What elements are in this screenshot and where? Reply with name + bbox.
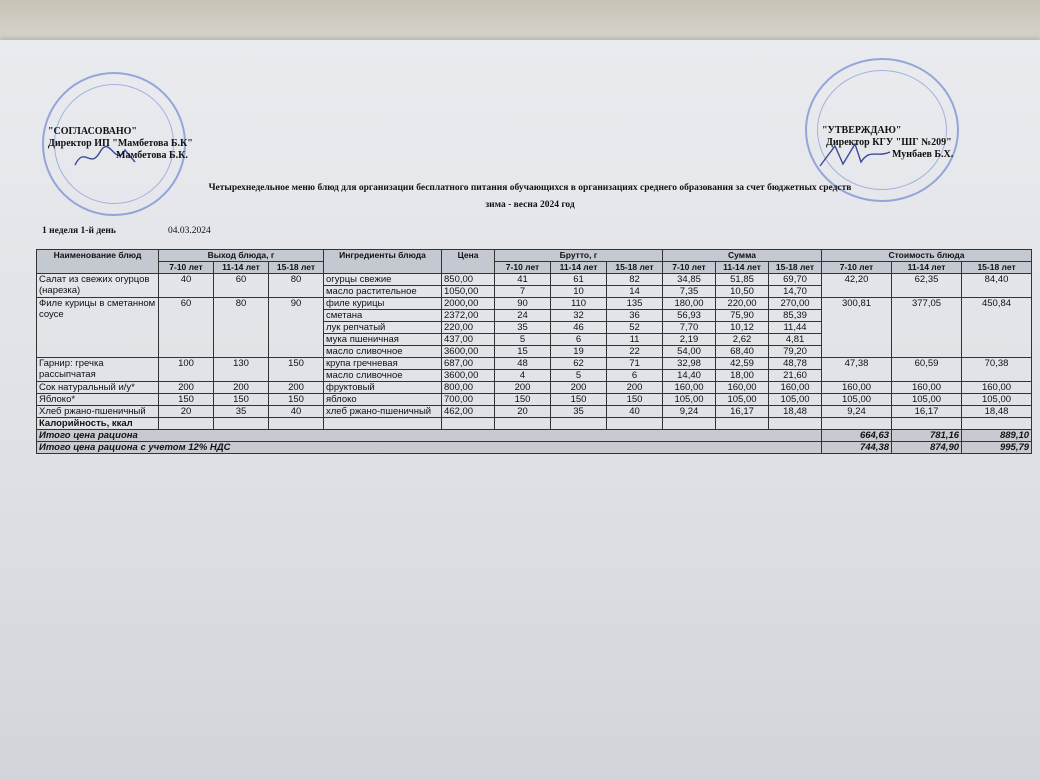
age-header: 15-18 лет [962, 262, 1032, 274]
output-cell: 150 [269, 358, 324, 382]
brutto-cell: 35 [551, 406, 607, 418]
cost-cell: 18,48 [962, 406, 1032, 418]
brutto-cell: 82 [607, 274, 663, 286]
price-cell: 687,00 [442, 358, 495, 370]
price-cell: 1050,00 [442, 286, 495, 298]
header-sum: Сумма [663, 250, 822, 262]
ingredient-cell: лук репчатый [324, 322, 442, 334]
dish-name-cell: Хлеб ржано-пшеничный [37, 406, 159, 418]
title-line-2: зима - весна 2024 год [485, 200, 575, 210]
total-value: 664,63 [822, 430, 892, 442]
brutto-cell: 5 [495, 334, 551, 346]
sum-cell: 48,78 [769, 358, 822, 370]
table-row [37, 358, 1032, 370]
sum-cell: 105,00 [716, 394, 769, 406]
output-cell: 200 [159, 382, 214, 394]
brutto-cell: 4 [495, 370, 551, 382]
header-dish-name: Наименование блюд [37, 250, 159, 274]
day-label: 1 неделя 1-й день [42, 226, 116, 236]
sum-cell: 160,00 [769, 382, 822, 394]
age-header: 15-18 лет [769, 262, 822, 274]
sum-cell: 10,12 [716, 322, 769, 334]
sum-cell: 18,48 [769, 406, 822, 418]
brutto-cell: 150 [551, 394, 607, 406]
brutto-cell: 7 [495, 286, 551, 298]
total-value: 781,16 [892, 430, 962, 442]
brutto-cell: 14 [607, 286, 663, 298]
age-header: 11-14 лет [716, 262, 769, 274]
brutto-cell: 135 [607, 298, 663, 310]
age-header: 7-10 лет [822, 262, 892, 274]
cost-cell: 62,35 [892, 274, 962, 298]
calories-label: Калорийность, ккал [37, 418, 159, 430]
dish-name-cell: Салат из свежих огурцов (нарезка) [37, 274, 159, 298]
brutto-cell: 11 [607, 334, 663, 346]
sum-cell: 4,81 [769, 334, 822, 346]
total-vat-label: Итого цена рациона с учетом 12% НДС [37, 442, 822, 454]
table-subheader-row [37, 262, 1032, 274]
output-cell: 40 [269, 406, 324, 418]
total-value: 889,10 [962, 430, 1032, 442]
approval-block-right [822, 125, 953, 161]
menu-table-body [37, 274, 1032, 418]
sum-cell: 34,85 [663, 274, 716, 286]
sum-cell: 14,70 [769, 286, 822, 298]
approval-left-position: Директор ИП "Мамбетова Б.К" [48, 138, 193, 149]
cost-cell: 105,00 [892, 394, 962, 406]
sum-cell: 18,00 [716, 370, 769, 382]
sum-cell: 68,40 [716, 346, 769, 358]
header-output: Выход блюда, г [159, 250, 324, 262]
brutto-cell: 41 [495, 274, 551, 286]
sum-cell: 220,00 [716, 298, 769, 310]
table-row [37, 298, 1032, 310]
brutto-cell: 32 [551, 310, 607, 322]
brutto-cell: 52 [607, 322, 663, 334]
output-cell: 40 [159, 274, 214, 298]
cost-cell: 84,40 [962, 274, 1032, 298]
sum-cell: 75,90 [716, 310, 769, 322]
price-cell: 437,00 [442, 334, 495, 346]
table-header-row [37, 250, 1032, 262]
brutto-cell: 24 [495, 310, 551, 322]
approval-right-position: Директор КГУ "ШГ №209" [826, 137, 952, 148]
sum-cell: 105,00 [663, 394, 716, 406]
ingredient-cell: масло сливочное [324, 346, 442, 358]
ingredient-cell: филе курицы [324, 298, 442, 310]
sum-cell: 9,24 [663, 406, 716, 418]
dish-name-cell: Яблоко* [37, 394, 159, 406]
ingredient-cell: огурцы свежие [324, 274, 442, 286]
brutto-cell: 19 [551, 346, 607, 358]
calories-row [37, 418, 1032, 430]
sum-cell: 56,93 [663, 310, 716, 322]
dish-name-cell: Сок натуральный и/у* [37, 382, 159, 394]
price-cell: 462,00 [442, 406, 495, 418]
sum-cell: 10,50 [716, 286, 769, 298]
output-cell: 200 [269, 382, 324, 394]
cost-cell: 16,17 [892, 406, 962, 418]
total-vat-value: 874,90 [892, 442, 962, 454]
age-header: 11-14 лет [551, 262, 607, 274]
table-row [37, 406, 1032, 418]
approval-right-person: Мунбаев Б.Х. [892, 149, 954, 160]
ingredient-cell: яблоко [324, 394, 442, 406]
sum-cell: 160,00 [716, 382, 769, 394]
brutto-cell: 22 [607, 346, 663, 358]
menu-table [36, 249, 1032, 454]
output-cell: 90 [269, 298, 324, 358]
cost-cell: 47,38 [822, 358, 892, 382]
brutto-cell: 5 [551, 370, 607, 382]
price-cell: 2000,00 [442, 298, 495, 310]
output-cell: 150 [159, 394, 214, 406]
price-cell: 2372,00 [442, 310, 495, 322]
sum-cell: 7,70 [663, 322, 716, 334]
cost-cell: 377,05 [892, 298, 962, 358]
age-header: 11-14 лет [892, 262, 962, 274]
header-brutto: Брутто, г [495, 250, 663, 262]
header-cost: Стоимость блюда [822, 250, 1032, 262]
output-cell: 60 [159, 298, 214, 358]
cost-cell: 160,00 [892, 382, 962, 394]
output-cell: 80 [214, 298, 269, 358]
sum-cell: 16,17 [716, 406, 769, 418]
approval-right-title: "УТВЕРЖДАЮ" [822, 125, 902, 136]
cost-cell: 60,59 [892, 358, 962, 382]
output-cell: 60 [214, 274, 269, 298]
ingredient-cell: крупа гречневая [324, 358, 442, 370]
age-header: 15-18 лет [607, 262, 663, 274]
approval-left-person: Мамбетова Б.К. [116, 150, 188, 161]
brutto-cell: 61 [551, 274, 607, 286]
total-label: Итого цена рациона [37, 430, 822, 442]
cost-cell: 42,20 [822, 274, 892, 298]
sum-cell: 7,35 [663, 286, 716, 298]
price-cell: 700,00 [442, 394, 495, 406]
brutto-cell: 110 [551, 298, 607, 310]
cost-cell: 70,38 [962, 358, 1032, 382]
brutto-cell: 90 [495, 298, 551, 310]
dish-name-cell: Гарнир: гречка рассыпчатая [37, 358, 159, 382]
total-vat-value: 995,79 [962, 442, 1032, 454]
table-row [37, 274, 1032, 286]
sum-cell: 14,40 [663, 370, 716, 382]
output-cell: 20 [159, 406, 214, 418]
brutto-cell: 150 [607, 394, 663, 406]
total-vat-value: 744,38 [822, 442, 892, 454]
cost-cell: 9,24 [822, 406, 892, 418]
brutto-cell: 200 [607, 382, 663, 394]
output-cell: 130 [214, 358, 269, 382]
sum-cell: 270,00 [769, 298, 822, 310]
brutto-cell: 46 [551, 322, 607, 334]
sum-cell: 21,60 [769, 370, 822, 382]
price-cell: 220,00 [442, 322, 495, 334]
output-cell: 100 [159, 358, 214, 382]
brutto-cell: 6 [607, 370, 663, 382]
output-cell: 150 [269, 394, 324, 406]
output-cell: 35 [214, 406, 269, 418]
output-cell: 150 [214, 394, 269, 406]
price-cell: 3600,00 [442, 346, 495, 358]
dish-name-cell: Филе курицы в сметанном соусе [37, 298, 159, 358]
age-header: 15-18 лет [269, 262, 324, 274]
age-header: 7-10 лет [663, 262, 716, 274]
brutto-cell: 36 [607, 310, 663, 322]
sum-cell: 42,59 [716, 358, 769, 370]
title-line-1: Четырехнедельное меню блюд для организации бесплатного питания обучающихся в организациях среднего образования за счет бюджетных средств [208, 183, 852, 193]
header-price: Цена [442, 250, 495, 274]
ingredient-cell: сметана [324, 310, 442, 322]
brutto-cell: 20 [495, 406, 551, 418]
total-vat-row [37, 442, 1032, 454]
brutto-cell: 200 [551, 382, 607, 394]
price-cell: 800,00 [442, 382, 495, 394]
ingredient-cell: масло сливочное [324, 370, 442, 382]
brutto-cell: 71 [607, 358, 663, 370]
background-wall [0, 0, 1040, 40]
cost-cell: 300,81 [822, 298, 892, 358]
cost-cell: 105,00 [962, 394, 1032, 406]
age-header: 11-14 лет [214, 262, 269, 274]
sum-cell: 54,00 [663, 346, 716, 358]
sum-cell: 11,44 [769, 322, 822, 334]
ingredient-cell: мука пшеничная [324, 334, 442, 346]
price-cell: 3600,00 [442, 370, 495, 382]
brutto-cell: 6 [551, 334, 607, 346]
sum-cell: 32,98 [663, 358, 716, 370]
brutto-cell: 150 [495, 394, 551, 406]
cost-cell: 160,00 [822, 382, 892, 394]
ingredient-cell: хлеб ржано-пшеничный [324, 406, 442, 418]
age-header: 7-10 лет [159, 262, 214, 274]
ingredient-cell: масло растительное [324, 286, 442, 298]
brutto-cell: 10 [551, 286, 607, 298]
document-title [170, 180, 890, 214]
approval-block-left [48, 126, 193, 162]
price-cell: 850,00 [442, 274, 495, 286]
output-cell: 200 [214, 382, 269, 394]
sum-cell: 105,00 [769, 394, 822, 406]
brutto-cell: 40 [607, 406, 663, 418]
table-row [37, 394, 1032, 406]
sum-cell: 2,19 [663, 334, 716, 346]
brutto-cell: 48 [495, 358, 551, 370]
table-row [37, 382, 1032, 394]
output-cell: 80 [269, 274, 324, 298]
header-ingredients: Ингредиенты блюда [324, 250, 442, 274]
sum-cell: 85,39 [769, 310, 822, 322]
sum-cell: 51,85 [716, 274, 769, 286]
ingredient-cell: фруктовый [324, 382, 442, 394]
brutto-cell: 35 [495, 322, 551, 334]
sum-cell: 69,70 [769, 274, 822, 286]
cost-cell: 160,00 [962, 382, 1032, 394]
total-row [37, 430, 1032, 442]
age-header: 7-10 лет [495, 262, 551, 274]
sum-cell: 180,00 [663, 298, 716, 310]
brutto-cell: 200 [495, 382, 551, 394]
brutto-cell: 15 [495, 346, 551, 358]
sum-cell: 2,62 [716, 334, 769, 346]
brutto-cell: 62 [551, 358, 607, 370]
menu-date: 04.03.2024 [168, 226, 211, 236]
cost-cell: 105,00 [822, 394, 892, 406]
sum-cell: 79,20 [769, 346, 822, 358]
cost-cell: 450,84 [962, 298, 1032, 358]
sum-cell: 160,00 [663, 382, 716, 394]
approval-left-title: "СОГЛАСОВАНО" [48, 126, 137, 137]
